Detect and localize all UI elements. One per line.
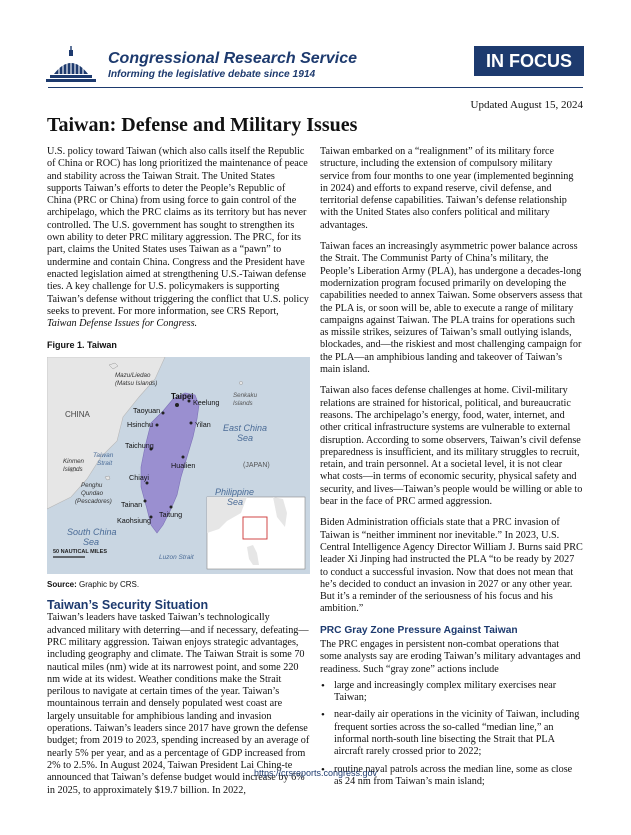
map-senkaku-islands [239,381,242,384]
map-label-japan: (JAPAN) [243,461,270,469]
org-name: Congressional Research Service [108,50,358,67]
map-label-hualien: Hualien [171,460,196,470]
map-label-taiwan-strait-1: Taiwan [93,451,114,459]
city-dot-taitung [170,505,173,508]
section-heading-security: Taiwan’s Security Situation [47,598,209,613]
map-label-mazu-2: (Matsu Islands) [115,379,158,387]
map-label-luzon-strait: Luzon Strait [159,553,194,561]
list-item: • large and increasingly complex military exercises near Taiwan; [320,680,583,705]
intro-report-title: Taiwan Defense Issues for Congress. [47,318,198,330]
map-label-south-china-sea-1: South China [67,526,117,537]
intro-text: U.S. policy toward Taiwan (which also calls itself the Republic of China or ROC) has long prioritized the maintenance of peace and stability across the Taiwan Strait. The United States supports Taiwan’s efforts to deter the People’s Republic of China (PRC or China) from using force to gain control of the archipelago, which the PRC claims as its territory but has never controlled. The U.S. government has sought to strengthen its own ability to deter PRC military aggression. The PRC, for its part, claims the United States uses Taiwan as a “pawn” to undermine and contain China. Congress and the President have enacted legislation aimed at strengthening U.S.-Taiwan defense ties. A key challenge for U.S. policymakers is supporting Taiwan’s defense without triggering the conflict that U.S. policy seeks to prevent. For more information, see CRS Report, [47,146,309,317]
section-heading-gray-zone: PRC Gray Zone Pressure Against Taiwan [320,624,518,636]
map-label-senkaku-1: Senkaku [233,391,258,399]
map-label-hsinchu: Hsinchu [127,419,153,429]
source-label: Source: [47,579,77,589]
map-label-taoyuan: Taoyuan [133,405,161,415]
intro-paragraph [47,146,310,330]
list-item: • routine naval patrols across the median line, some as close as 24 nm from Taiwan’s main island; [320,764,583,789]
map-label-taiwan-strait-2: Strait [97,459,113,467]
city-dot-hualien [182,455,185,458]
map-label-penghu-1: Penghu [81,481,103,489]
map-label-senkaku-2: Islands [233,399,253,407]
footer-link[interactable]: https://crsreports.congress.gov [253,768,378,778]
header-rule [48,87,583,88]
paragraph-power-balance: Taiwan faces an increasingly asymmetric power balance across the Strait. The Communist Party of China’s military, the People’s Liberation Army (PLA), has undergone a decades-long modernization program focused primarily on developing the capabilities needed to annex Taiwan. Some observers assess that the PLA is, or soon will be, able to execute a range of military campaigns against Taiwan. The PLA trains for operations such as missile strikes, seizures of Taiwan’s small outlying islands, blockades, and—the riskiest and most challenging campaign for the PLA—an amphibious landing and takeover of Taiwan’s main island. [320,241,583,376]
city-dot-taipei [175,403,179,407]
map-label-kinmen-1: Kinmen [63,457,84,465]
map-label-penghu-2: Qundao [81,489,104,497]
left-column [47,146,310,806]
map-label-mazu-1: Mazu/Liedao [115,371,151,379]
paragraph-invasion-assessment: Biden Administration officials state that a PRC invasion of Taiwan is “neither imminent nor inevitable.” In 2023, U.S. Central Intelligence Agency Director William J. Burns said PRC leader Xi Jinping had instructed the PLA “to be ready by 2027 to conduct a successful invasion. Now that does not mean that he’s decided to conduct an invasion in 2027 or any other year. But it’s a reminder of the seriousness of his focus and his ambition.” [320,517,583,615]
map-label-penghu-3: (Pescadores) [75,497,112,505]
paragraph-gray-zone: The PRC engages in persistent non-combat operations that some analysts say are eroding Taiwan’s military advantages and readiness. Such “gray zone” actions include [320,638,581,675]
figure-source [47,579,310,591]
map-label-philippine-sea-2: Sea [227,496,244,507]
right-column [320,146,583,793]
page-header [0,0,631,100]
page-title: Taiwan: Defense and Military Issues [47,114,358,136]
city-dot-taoyuan [162,411,165,414]
city-dot-hsinchu [156,423,159,426]
org-tagline: Informing the legislative debate since 1914 [108,69,316,80]
map-label-chiayi: Chiayi [129,472,149,482]
map-label-china: CHINA [65,409,90,419]
map-label-kaohsiung: Kaohsiung [117,515,151,525]
map-label-taipei: Taipei [171,391,194,401]
paragraph-realignment: Taiwan embarked on a “realignment” of its military force structure, including the extension of compulsory military service from four months to one year (implemented beginning in 2024) and efforts to expand reserve, civil defense, and territorial defense capabilities. Taiwan’s defense relationship with the United States also confers political and military advantages. [320,146,574,231]
paragraph-domestic-challenges: Taiwan also faces defense challenges at home. Civil-military relations are strained for historical, political, and bureaucratic reasons. The archipelago’s energy, food, water, internet, and other critical infrastructure systems are vulnerable to external disruption. According to some observers, Taiwan’s civil defense preparedness is insufficient, and its military struggles to recruit, retain, and train personnel. At a societal level, it is not clear what costs—in terms of economic security, physical safety and security, and lives—Taiwan’s people would be willing or able to bear in the face of PRC armed aggression. [320,385,583,508]
taiwan-map [47,357,310,574]
capitol-dome-icon [42,46,100,84]
map-label-philippine-sea-1: Philippine [215,486,255,497]
map-label-east-china-sea-1: East China [223,422,268,433]
map-scale-label: 50 NAUTICAL MILES [53,548,107,555]
map-label-tainan: Tainan [121,499,143,509]
city-dot-yilan [190,421,193,424]
security-paragraph: Taiwan’s leaders have tasked Taiwan’s technologically advanced military with deterring—and if necessary, defeating—PRC military aggression. Taiwan enjoys strategic advantages, including geography and climate. The Taiwan Strait is some 70 nautical miles (nm) wide at its narrowest point, and some 220 nm wide at its widest. Weather conditions make the Strait perilous to navigate at certain times of the year. Taiwan’s mountainous terrain and densely populated west coast are largely unsuitable for amphibious landing and invasion operations. Taiwan’s leaders since 2017 have grown the defense budget; from 2019 to 2023, spending increased by an average of nearly 5% per year, and as a percentage of GDP increased from 2% to 2.5%. In August 2024, Taiwan President Lai Ching-te announced that Taiwan’s defense budget would increase by 6% in 2025, to approximately $19.7 billion. In 2022, [47,612,310,796]
map-label-taitung: Taitung [159,509,183,519]
map-label-east-china-sea-2: Sea [237,432,254,443]
updated-date: Updated August 15, 2024 [470,99,583,111]
figure-caption: Figure 1. Taiwan [47,340,117,351]
city-dot-tainan [144,499,147,502]
map-label-keelung: Keelung [193,397,220,407]
list-item: • near-daily air operations in the vicinity of Taiwan, including frequent sorties across the so-called “median line,” an informal north-south line bisecting the Strait that PLA aircraft rarely crossed prior to 2022; [320,709,583,758]
in-focus-badge: IN FOCUS [474,46,584,76]
map-label-south-china-sea-2: Sea [83,536,100,547]
map-label-taichung: Taichung [125,440,154,450]
map-label-yilan: Yilan [195,419,211,429]
map-label-kinmen-2: Islands [63,465,83,473]
source-text: Graphic by CRS. [79,579,140,589]
